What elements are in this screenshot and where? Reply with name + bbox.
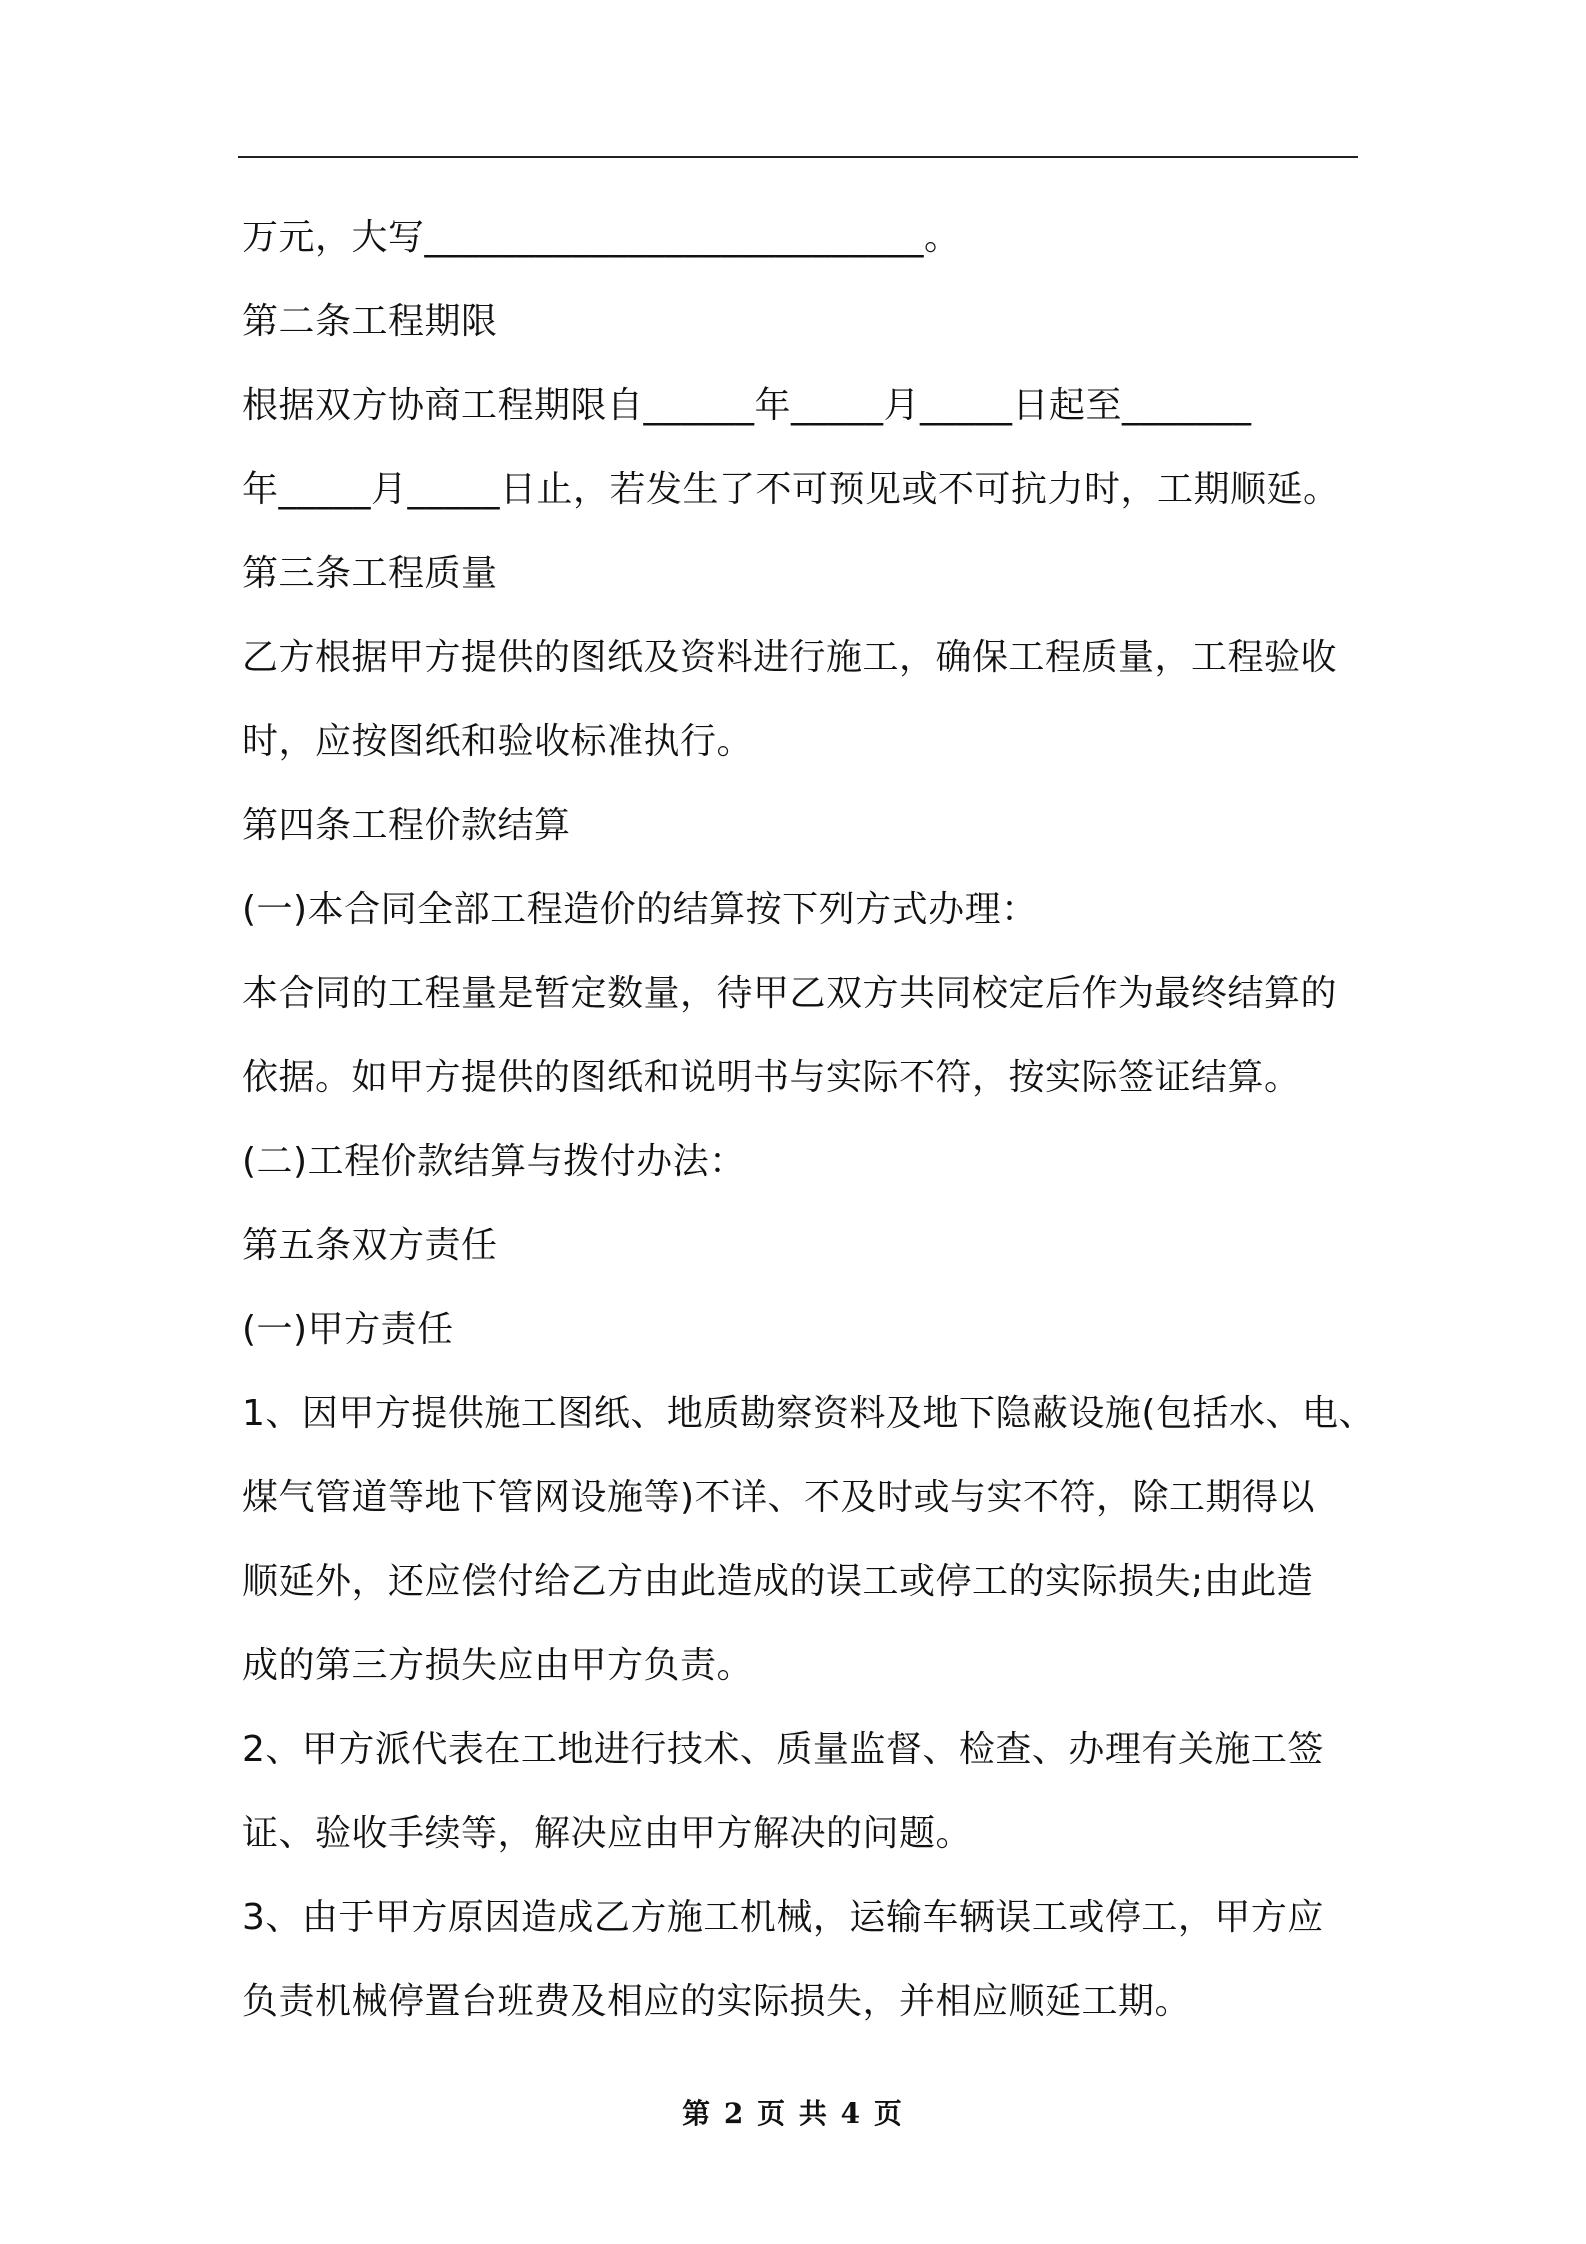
text-line: 2、甲方派代表在工地进行技术、质量监督、检查、办理有关施工签: [242, 1729, 1324, 1770]
text-line: 证、验收手续等，解决应由甲方解决的问题。: [242, 1813, 973, 1854]
section-heading: 第四条工程价款结算: [242, 805, 571, 846]
subsection-heading: (一)甲方责任: [242, 1309, 454, 1350]
text-line: 依据。如甲方提供的图纸和说明书与实际不符，按实际签证结算。: [242, 1057, 1301, 1098]
text-line: 根据双方协商工程期限自______年_____月_____日起至_______: [242, 385, 1252, 426]
text-line: 成的第三方损失应由甲方负责。: [242, 1645, 754, 1686]
text-line: (二)工程价款结算与拨付办法：: [242, 1141, 746, 1182]
text-line: 负责机械停置台班费及相应的实际损失，并相应顺延工期。: [242, 1981, 1192, 2022]
section-heading: 第五条双方责任: [242, 1225, 498, 1266]
text-line: 年_____月_____日止，若发生了不可预见或不可抗力时，工期顺延。: [242, 469, 1340, 510]
section-heading: 第二条工程期限: [242, 301, 498, 342]
text-line: 3、由于甲方原因造成乙方施工机械，运输车辆误工或停工，甲方应: [242, 1897, 1324, 1938]
text-line: 乙方根据甲方提供的图纸及资料进行施工，确保工程质量，工程验收: [242, 637, 1338, 678]
text-line: 1、因甲方提供施工图纸、地质勘察资料及地下隐蔽设施(包括水、电、: [242, 1393, 1375, 1434]
section-heading: 第三条工程质量: [242, 553, 498, 594]
text-line: 时，应按图纸和验收标准执行。: [242, 721, 754, 762]
header-divider: [238, 156, 1358, 158]
text-line: 万元，大写___________________________。: [242, 217, 961, 258]
text-line: (一)本合同全部工程造价的结算按下列方式办理：: [242, 889, 1038, 930]
page-number-footer: 第 2 页 共 4 页: [682, 2097, 904, 2130]
text-line: 本合同的工程量是暂定数量，待甲乙双方共同校定后作为最终结算的: [242, 973, 1338, 1014]
contract-body: [242, 196, 1375, 2044]
text-line: 顺延外，还应偿付给乙方由此造成的误工或停工的实际损失;由此造: [242, 1561, 1314, 1602]
text-line: 煤气管道等地下管网设施等)不详、不及时或与实不符，除工期得以: [242, 1477, 1316, 1518]
